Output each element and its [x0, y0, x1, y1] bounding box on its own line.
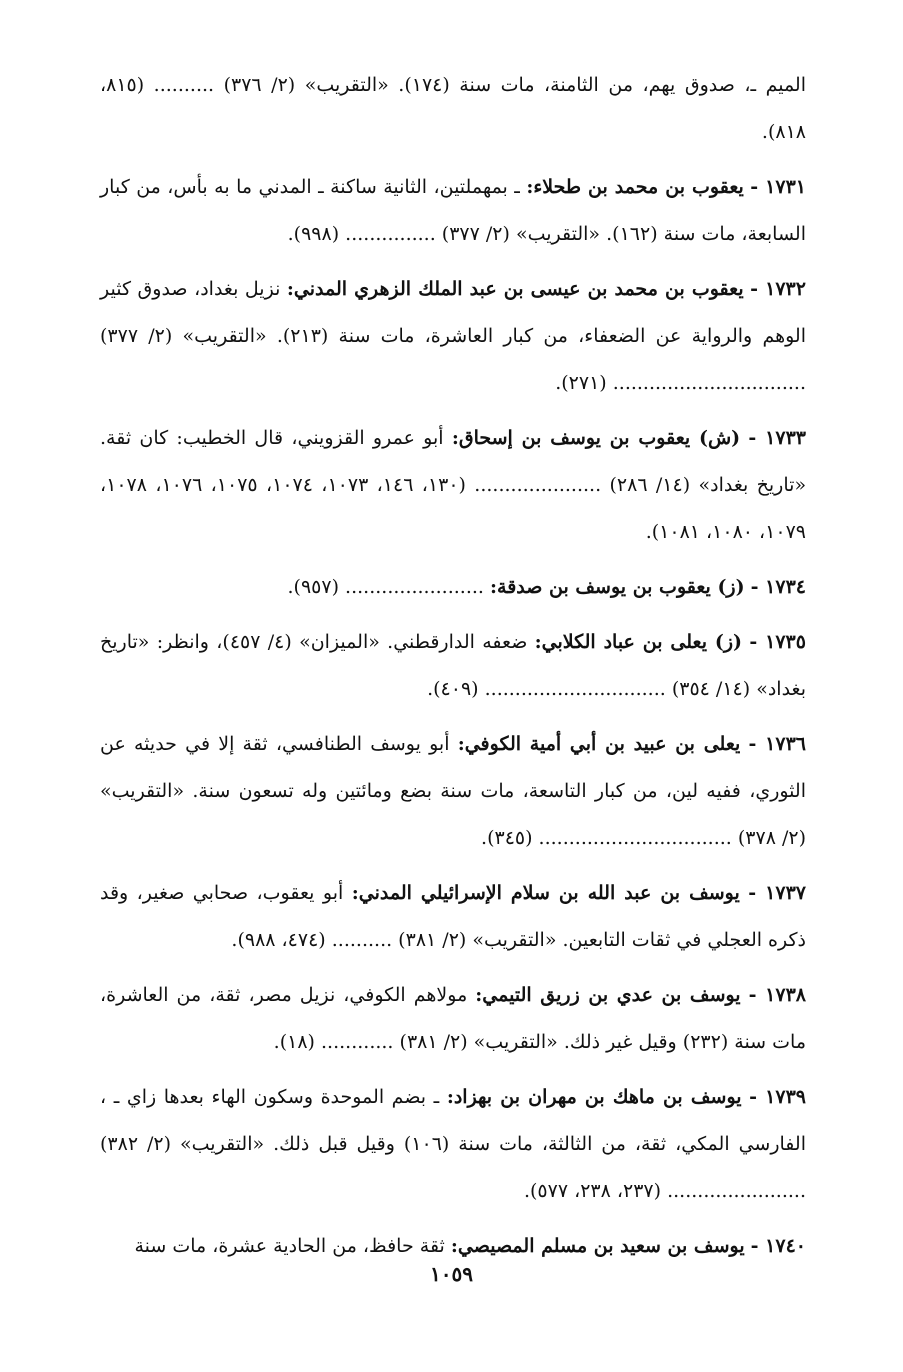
entry-number: ١٧٣٣ - [748, 427, 806, 449]
entry-name: يوسف بن عدي بن زريق التيمي: [475, 984, 741, 1006]
entry-name: (ز) يعقوب بن يوسف بن صدقة: [490, 576, 745, 598]
entry-text: ثقة حافظ، من الحادية عشرة، مات سنة [134, 1235, 445, 1257]
entry-name: يوسف بن سعيد بن مسلم المصيصي: [450, 1235, 745, 1257]
page-number: ١٠٥٩ [430, 1262, 473, 1286]
entry-name: يعلى بن عبيد بن أبي أمية الكوفي: [457, 733, 741, 755]
entry-number: ١٧٣٨ - [748, 984, 806, 1006]
entry-1739 [100, 1074, 806, 1215]
entry-number: ١٧٣١ - [750, 176, 806, 198]
entry-number: ١٧٣٧ - [748, 882, 806, 904]
entry-text: ـ بمهملتين، الثانية ساكنة ـ المدني ما به بأس، من كبار السابعة، مات سنة (١٦٢). «التقريب» (٢/ ٣٧٧) ............... (٩٩٨). [100, 176, 806, 245]
entry-1732 [100, 266, 806, 407]
entry-number: ١٧٣٩ - [749, 1086, 806, 1108]
page-body [100, 62, 806, 1270]
entry-continuation [100, 62, 806, 156]
entry-text: مولاهم الكوفي، نزيل مصر، ثقة، من العاشرة، مات سنة (٢٣٢) وقيل غير ذلك. «التقريب» (٢/ ٣٨١) ............ (١٨). [100, 984, 806, 1053]
entry-number: ١٧٣٥ - [749, 631, 806, 653]
entry-text: نزيل بغداد، صدوق كثير الوهم والرواية عن الضعفاء، من كبار العاشرة، مات سنة (٢١٣). «التقريب» (٢/ ٣٧٧) ................................ (٢٧١). [100, 278, 806, 394]
entry-1734 [100, 564, 806, 611]
entry-text: ـ بضم الموحدة وسكون الهاء بعدها زاي ـ ، الفارسي المكي، ثقة، من الثالثة، مات سنة (١٠٦) وقيل قبل ذلك. «التقريب» (٢/ ٣٨٢) ....................... (٢٣٧، ٢٣٨، ٥٧٧). [100, 1086, 806, 1202]
entry-text: ....................... (٩٥٧). [287, 576, 484, 598]
entry-1735 [100, 619, 806, 713]
entry-text: الميم ـ، صدوق يهم، من الثامنة، مات سنة (١٧٤). «التقريب» (٢/ ٣٧٦) .......... (٨١٥، ٨١٨). [100, 74, 806, 143]
entry-text: أبو يعقوب، صحابي صغير، وقد ذكره العجلي في ثقات التابعين. «التقريب» (٢/ ٣٨١) .......... (٤٧٤، ٩٨٨). [100, 882, 806, 951]
entry-text: ضعفه الدارقطني. «الميزان» (٤/ ٤٥٧)، وانظر: «تاريخ بغداد» (١٤/ ٣٥٤) .............................. (٤٠٩). [100, 631, 806, 700]
entry-1736 [100, 721, 806, 862]
entry-name: يعقوب بن محمد بن طحلاء: [526, 176, 744, 198]
entry-1733 [100, 415, 806, 556]
entry-number: ١٧٣٢ - [750, 278, 806, 300]
entry-1737 [100, 870, 806, 964]
entry-number: ١٧٣٦ - [748, 733, 806, 755]
entry-1731 [100, 164, 806, 258]
entry-text: أبو عمرو القزويني، قال الخطيب: كان ثقة. «تاريخ بغداد» (١٤/ ٢٨٦) ..................... (١٣٠، ١٤٦، ١٠٧٣، ١٠٧٤، ١٠٧٥، ١٠٧٦، ١٠٧٨، ١٠٧٩، ١٠٨٠، ١٠٨١). [100, 427, 807, 543]
entry-number: ١٧٣٤ - [750, 576, 806, 598]
entry-name: يوسف بن ماهك بن مهران بن بهزاد: [446, 1086, 742, 1108]
entry-name: (ش) يعقوب بن يوسف بن إسحاق: [451, 427, 741, 449]
entry-name: (ز) يعلى بن عباد الكلابي: [534, 631, 743, 653]
entry-name: يوسف بن عبد الله بن سلام الإسرائيلي المدني: [351, 882, 740, 904]
entry-name: يعقوب بن محمد بن عيسى بن عبد الملك الزهري المدني: [286, 278, 744, 300]
entry-text: أبو يوسف الطنافسي، ثقة إلا في حديثه عن الثوري، ففيه لين، من كبار التاسعة، مات سنة بضع ومائتين وله تسعون سنة. «التقريب» (٢/ ٣٧٨) ................................ (٣٤٥). [100, 733, 806, 849]
entry-1738 [100, 972, 806, 1066]
entry-number: ١٧٤٠ - [750, 1235, 806, 1257]
